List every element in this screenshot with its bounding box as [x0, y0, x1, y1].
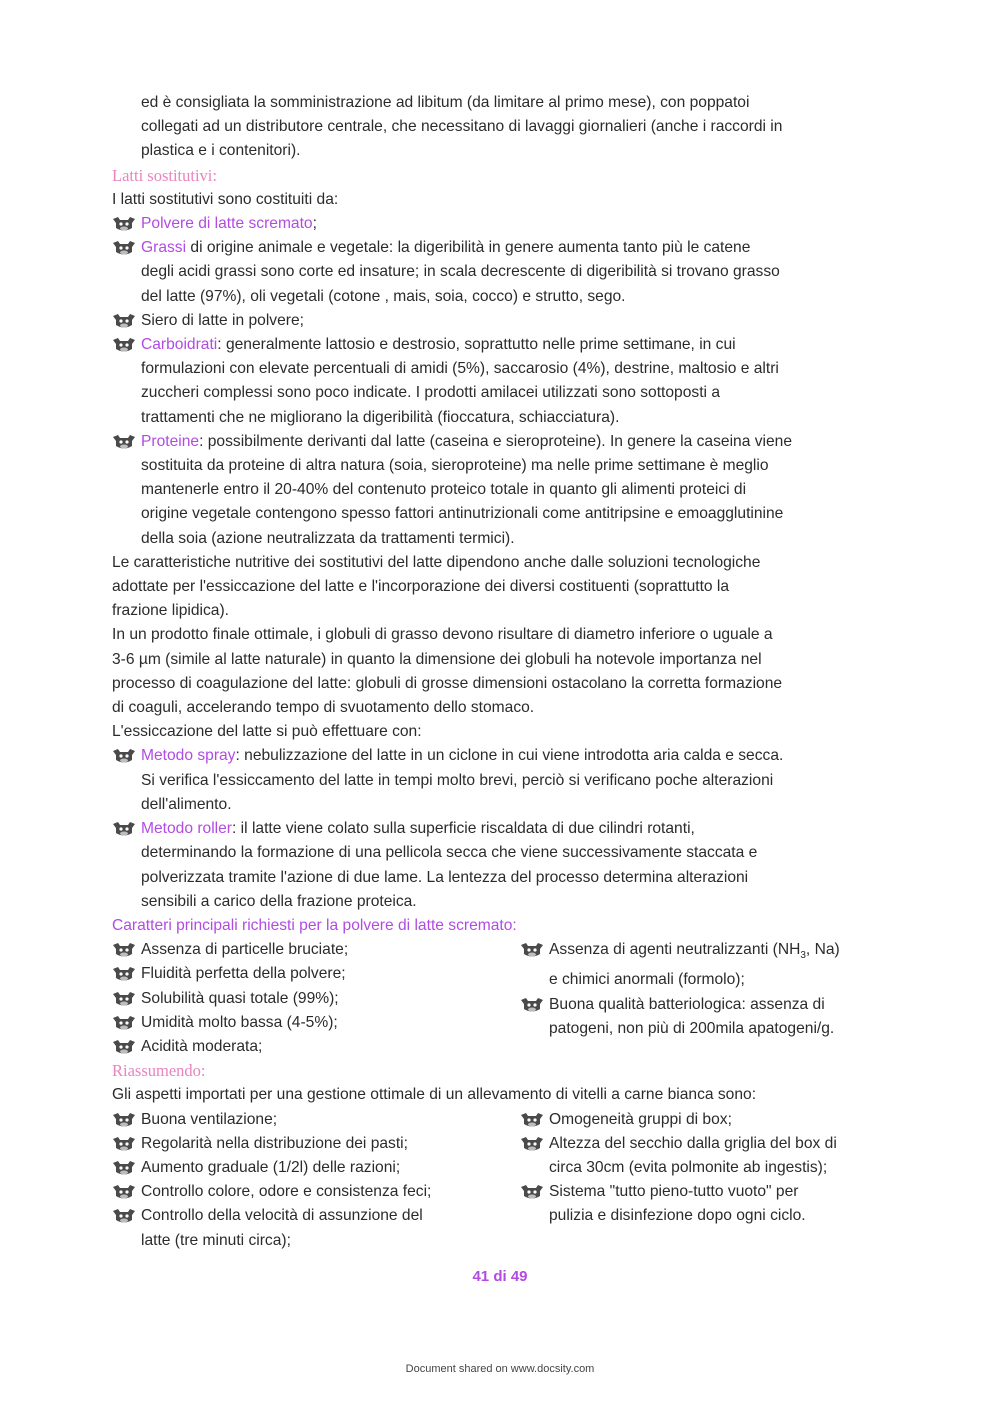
- bullet-text: di origine animale e vegetale: la digeribilità in genere aumenta tanto più le catene: [186, 239, 751, 257]
- page-content: [112, 91, 892, 1253]
- riassumendo-item: [112, 1204, 520, 1252]
- caratteri-item: [520, 993, 892, 1041]
- caratteri-item: [520, 938, 892, 993]
- caratteri-text: Acidità moderata;: [141, 1037, 263, 1055]
- heading-latti-sostitutivi: Latti sostitutivi:: [112, 165, 217, 185]
- bullet-term: Proteine: [141, 432, 200, 450]
- cow-head-icon: [112, 216, 136, 233]
- bullet-line: degli acidi grassi sono corte ed insature; in scala decrescente di digeribilità si trovano grasso: [141, 263, 780, 281]
- caratteri-item: [112, 987, 520, 1011]
- bullet-term: Polvere di latte scremato: [141, 215, 313, 233]
- riassumendo-text: Aumento graduale (1/2l) delle razioni;: [141, 1158, 401, 1176]
- paragraph-line: Le caratteristiche nutritive dei sostitutivi del latte dipendono anche dalle soluzioni tecnologiche: [112, 553, 761, 571]
- paragraph-line: 3-6 µm (simile al latte naturale) in quanto la dimensione dei globuli ha notevole importanza nel: [112, 650, 762, 668]
- caratteri-left-list: [112, 938, 520, 1059]
- riassumendo-line: pulizia e disinfezione dopo ogni ciclo.: [549, 1207, 806, 1225]
- bullet-term: Metodo roller: [141, 820, 233, 838]
- cow-head-icon: [112, 1184, 136, 1201]
- bullet-text: ;: [312, 215, 317, 233]
- bullet-item: [112, 309, 892, 333]
- essiccazione-intro: L'essiccazione del latte si può effettuare con:: [112, 723, 422, 741]
- paragraph-caratteristiche: [112, 551, 892, 624]
- caratteri-text: Fluidità perfetta della polvere;: [141, 965, 346, 983]
- bullet-line: sostituita da proteine di altra natura (soia, sieroproteine) ma nelle prime settimane è meglio: [141, 457, 769, 475]
- cow-head-icon: [112, 337, 136, 354]
- cow-head-icon: [112, 313, 136, 330]
- caratteri-text: Umidità molto bassa (4-5%);: [141, 1013, 338, 1031]
- riassumendo-item: [520, 1108, 892, 1132]
- caratteri-item: [112, 962, 520, 986]
- paragraph-line: adottate per l'essiccazione del latte e l'incorporazione dei diversi costituenti (soprattutto la: [112, 578, 730, 596]
- bullet-line: determinando la formazione di una pellicola secca che viene successivamente staccata e: [141, 844, 758, 862]
- riassumendo-text: Buona ventilazione;: [141, 1110, 278, 1128]
- caratteri-line: patogeni, non più di 200mila apatogeni/g.: [549, 1019, 835, 1037]
- bullet-line: sensibili a carico della frazione proteica.: [141, 892, 417, 910]
- subscript: 3: [800, 950, 806, 962]
- heading-riassumendo: Riassumendo:: [112, 1061, 206, 1081]
- bullet-item: [112, 212, 892, 236]
- bullet-line: origine vegetale contengono spesso fattori antinutrizionali come antitripsine e emoagglutinine: [141, 505, 784, 523]
- paragraph-line: di coaguli, accelerando tempo di svuotamento dello stomaco.: [112, 699, 535, 717]
- heading-caratteri: Caratteri principali richiesti per la polvere di latte scremato:: [112, 916, 517, 934]
- cow-head-icon: [112, 1160, 136, 1177]
- bullet-list-components: [112, 212, 892, 551]
- cow-head-icon: [112, 966, 136, 983]
- riassumendo-text: Regolarità nella distribuzione dei pasti;: [141, 1134, 408, 1152]
- caratteri-item: [112, 938, 520, 962]
- paragraph-prodotto-finale: [112, 623, 892, 720]
- cow-head-icon: [112, 1136, 136, 1153]
- paragraph-line: processo di coagulazione del latte: globuli di grosse dimensioni ostacolano la corretta formazione: [112, 674, 783, 692]
- caratteri-line: e chimici anormali (formolo);: [549, 971, 745, 989]
- bullet-text: : il latte viene colato sulla superficie riscaldata di due cilindri rotanti,: [232, 820, 695, 838]
- bullet-line: della soia (azione neutralizzata da trattamenti termici).: [141, 529, 515, 547]
- bullet-line: del latte (97%), oli vegetali (cotone , mais, soia, cocco) e strutto, sego.: [141, 287, 626, 305]
- riassumendo-left-list: [112, 1108, 520, 1253]
- bullet-line: dell'alimento.: [141, 795, 232, 813]
- bullet-line: polverizzata tramite l'azione di due lame. La lentezza del processo determina alterazioni: [141, 868, 749, 886]
- intro-line: plastica e i contenitori).: [141, 142, 301, 160]
- bullet-item: [112, 430, 892, 551]
- bullet-list-methods: [112, 744, 892, 913]
- cow-head-icon: [520, 1184, 544, 1201]
- bullet-item: [112, 236, 892, 309]
- bullet-text: : generalmente lattosio e destrosio, soprattutto nelle prime settimane, in cui: [217, 336, 736, 354]
- bullet-line: zuccheri complessi sono poco indicate. I prodotti amilacei utilizzati sono sottoposti a: [141, 384, 720, 402]
- caratteri-text: Assenza di agenti neutralizzanti (NH: [549, 941, 801, 959]
- latti-intro: I latti sostitutivi sono costituiti da:: [112, 190, 339, 208]
- intro-line: collegati ad un distributore centrale, che necessitano di lavaggi giornalieri (anche i raccordi in: [141, 118, 783, 136]
- bullet-item: [112, 744, 892, 817]
- caratteri-text: Solubilità quasi totale (99%);: [141, 989, 339, 1007]
- cow-head-icon: [520, 997, 544, 1014]
- cow-head-icon: [112, 821, 136, 838]
- caratteri-item: [112, 1035, 520, 1059]
- riassumendo-text: Altezza del secchio dalla griglia del box di: [549, 1134, 837, 1152]
- bullet-line: trattamenti che ne migliorano la digeribilità (fioccatura, schiacciatura).: [141, 408, 620, 426]
- riassumendo-line: latte (tre minuti circa);: [141, 1231, 291, 1249]
- paragraph-line: In un prodotto finale ottimale, i globuli di grasso devono risultare di diametro inferiore o uguale a: [112, 626, 773, 644]
- cow-head-icon: [112, 991, 136, 1008]
- riassumendo-item: [112, 1108, 520, 1132]
- riassumendo-columns: [112, 1108, 892, 1253]
- bullet-text: : possibilmente derivanti dal latte (caseina e sieroproteine). In genere la caseina viene: [199, 432, 792, 450]
- footer-docsity: Document shared on www.docsity.com: [405, 1363, 595, 1375]
- cow-head-icon: [520, 1112, 544, 1129]
- cow-head-icon: [112, 748, 136, 765]
- riassumendo-item: [112, 1180, 520, 1204]
- cow-head-icon: [112, 1039, 136, 1056]
- bullet-term: Grassi: [141, 239, 187, 257]
- cow-head-icon: [112, 1208, 136, 1225]
- riassumendo-intro: Gli aspetti importati per una gestione ottimale di un allevamento di vitelli a carne bianca sono:: [112, 1086, 757, 1104]
- bullet-item: [112, 817, 892, 914]
- page-number: 41 di 49: [472, 1268, 528, 1285]
- paragraph-line: frazione lipidica).: [112, 602, 230, 620]
- cow-head-icon: [112, 1112, 136, 1129]
- cow-head-icon: [112, 240, 136, 257]
- cow-head-icon: [112, 942, 136, 959]
- intro-line: ed è consigliata la somministrazione ad libitum (da limitare al primo mese), con poppatoi: [141, 94, 750, 111]
- caratteri-text: , Na): [805, 941, 840, 959]
- bullet-text: : nebulizzazione del latte in un ciclone in cui viene introdotta aria calda e secca.: [235, 747, 784, 765]
- cow-head-icon: [520, 1136, 544, 1153]
- riassumendo-text: Controllo della velocità di assunzione del: [141, 1207, 423, 1225]
- riassumendo-item: [520, 1180, 892, 1228]
- riassumendo-text: Omogeneità gruppi di box;: [549, 1110, 732, 1128]
- bullet-line: formulazioni con elevate percentuali di amidi (5%), saccarosio (4%), destrine, maltosio e altri: [141, 360, 779, 378]
- bullet-line: mantenerle entro il 20-40% del contenuto proteico totale in quanto gli alimenti proteici di: [141, 481, 747, 499]
- riassumendo-text: Controllo colore, odore e consistenza feci;: [141, 1183, 432, 1201]
- bullet-text: Siero di latte in polvere;: [141, 311, 304, 329]
- caratteri-text: Buona qualità batteriologica: assenza di: [549, 995, 825, 1013]
- bullet-item: [112, 333, 892, 430]
- cow-head-icon: [520, 942, 544, 959]
- riassumendo-text: Sistema "tutto pieno-tutto vuoto" per: [549, 1183, 799, 1201]
- riassumendo-item: [112, 1132, 520, 1156]
- caratteri-text: Assenza di particelle bruciate;: [141, 941, 349, 959]
- riassumendo-line: circa 30cm (evita polmonite ab ingestis);: [549, 1158, 828, 1176]
- bullet-term: Carboidrati: [141, 336, 218, 354]
- riassumendo-right-list: [520, 1108, 892, 1253]
- bullet-term: Metodo spray: [141, 747, 236, 765]
- caratteri-right-list: [520, 938, 892, 1059]
- caratteri-item: [112, 1011, 520, 1035]
- cow-head-icon: [112, 1015, 136, 1032]
- intro-paragraph: [112, 91, 892, 164]
- riassumendo-item: [112, 1156, 520, 1180]
- bullet-line: Si verifica l'essiccamento del latte in tempi molto brevi, perciò si verificano poche alterazioni: [141, 771, 774, 789]
- riassumendo-item: [520, 1132, 892, 1180]
- caratteri-columns: [112, 938, 892, 1059]
- cow-head-icon: [112, 434, 136, 451]
